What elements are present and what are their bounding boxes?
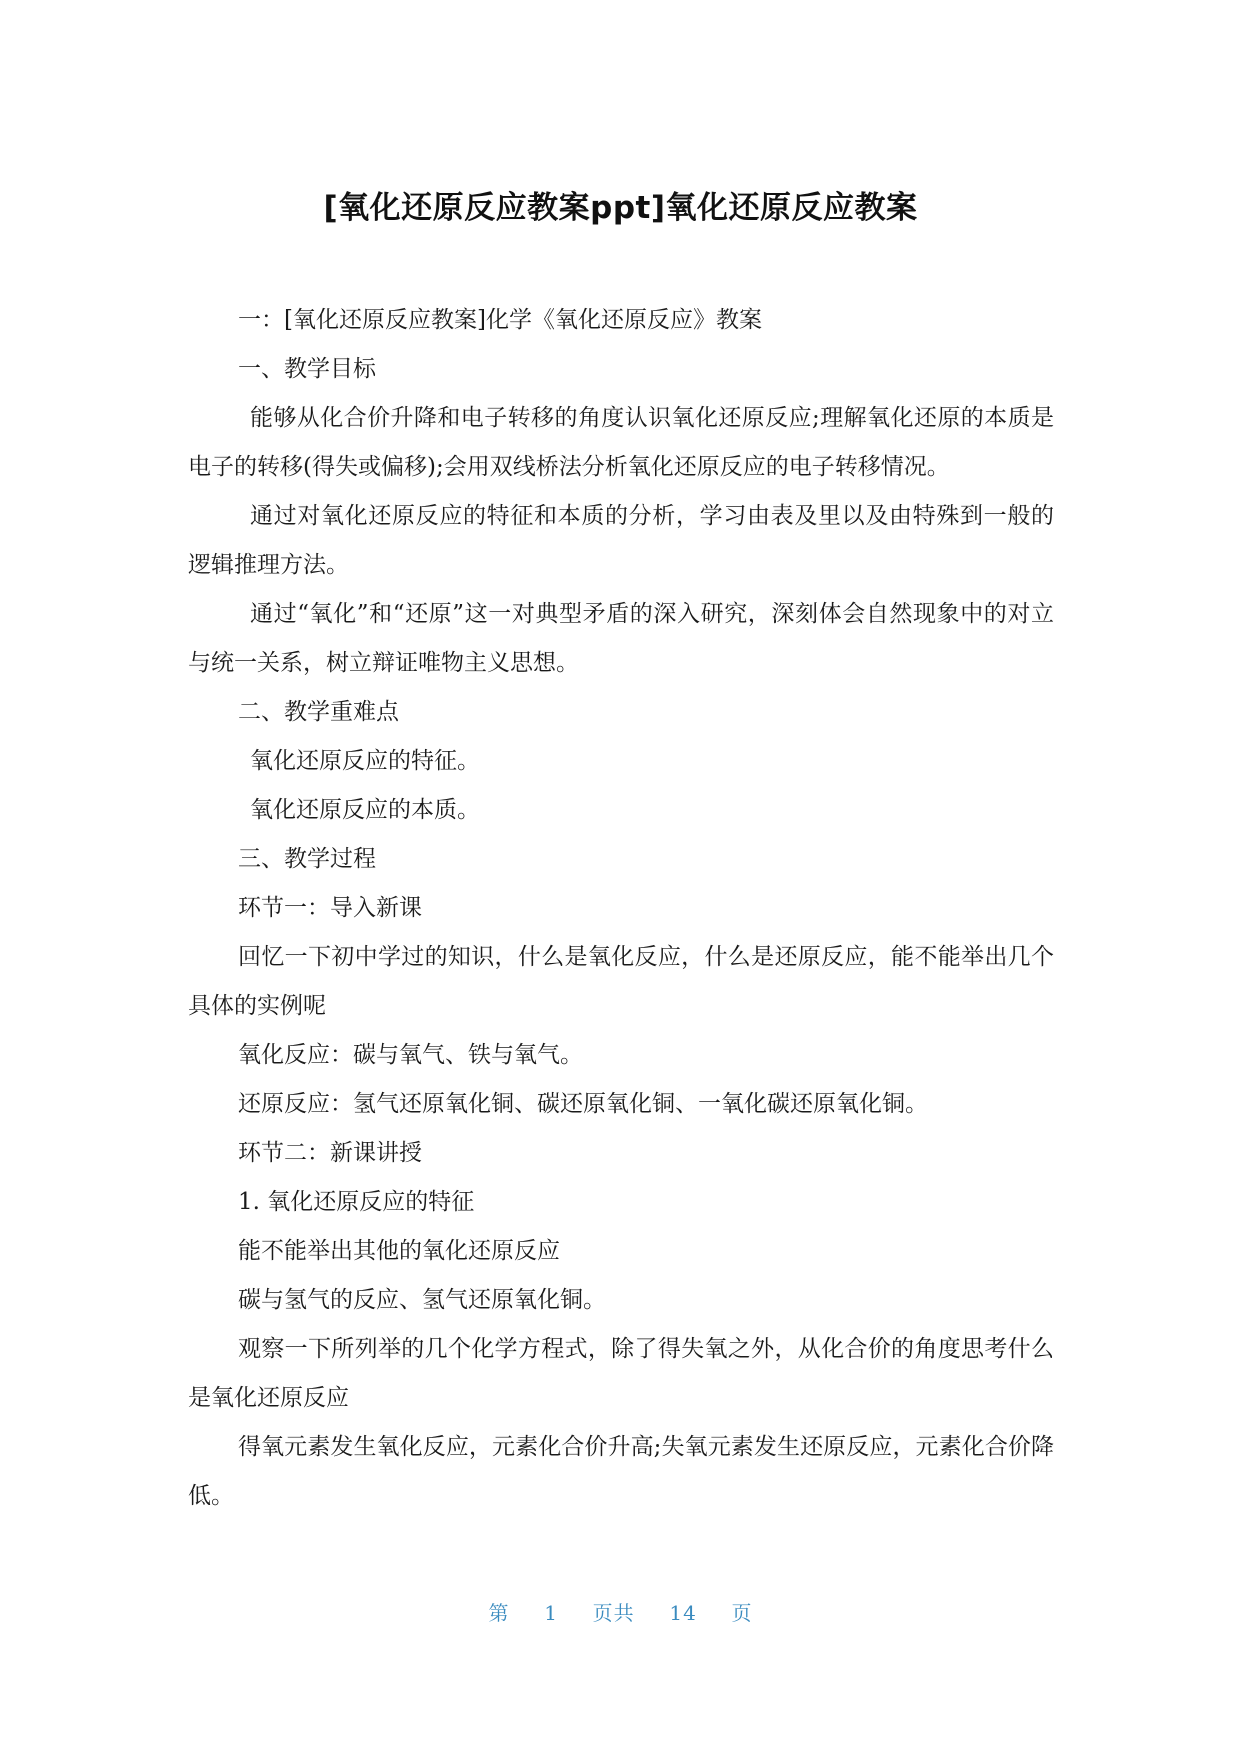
paragraph: 通过“氧化”和“还原”这一对典型矛盾的深入研究，深刻体会自然现象中的对立与统一关系，树立辩证唯物主义思想。 xyxy=(188,601,1054,676)
paragraph: 能够从化合价升降和电子转移的角度认识氧化还原反应;理解氧化还原的本质是电子的转移(得失或偏移);会用双线桥法分析氧化还原反应的电子转移情况。 xyxy=(188,405,1054,480)
document-title: [氧化还原反应教案ppt]氧化还原反应教案 xyxy=(323,190,918,226)
subsection-heading: 环节一：导入新课 xyxy=(238,895,422,921)
paragraph: 能不能举出其他的氧化还原反应 xyxy=(238,1238,560,1264)
paragraph: 氧化还原反应的本质。 xyxy=(250,797,480,823)
paragraph: 一：[氧化还原反应教案]化学《氧化还原反应》教案 xyxy=(238,307,762,333)
section-heading: 一、教学目标 xyxy=(238,356,376,382)
paragraph: 氧化反应：碳与氧气、铁与氧气。 xyxy=(238,1042,583,1068)
paragraph: 还原反应：氢气还原氧化铜、碳还原氧化铜、一氧化碳还原氧化铜。 xyxy=(238,1091,928,1117)
footer-suffix: 页 xyxy=(731,1601,753,1625)
paragraph: 通过对氧化还原反应的特征和本质的分析，学习由表及里以及由特殊到一般的逻辑推理方法。 xyxy=(188,503,1054,578)
section-heading: 二、教学重难点 xyxy=(238,699,399,725)
section-heading: 三、教学过程 xyxy=(238,846,376,872)
numbered-heading: 1. 氧化还原反应的特征 xyxy=(238,1189,475,1215)
total-page-count: 14 xyxy=(669,1601,697,1625)
document-body xyxy=(188,296,1054,1521)
page-number-footer xyxy=(0,1597,1241,1626)
paragraph: 观察一下所列举的几个化学方程式，除了得失氧之外，从化合价的角度思考什么是氧化还原反应 xyxy=(188,1336,1054,1411)
paragraph: 碳与氢气的反应、氢气还原氧化铜。 xyxy=(238,1287,606,1313)
paragraph: 回忆一下初中学过的知识，什么是氧化反应，什么是还原反应，能不能举出几个具体的实例呢 xyxy=(188,944,1054,1019)
paragraph: 得氧元素发生氧化反应，元素化合价升高;失氧元素发生还原反应，元素化合价降低。 xyxy=(188,1434,1054,1509)
footer-prefix: 第 xyxy=(488,1601,510,1625)
current-page-number: 1 xyxy=(544,1601,558,1625)
footer-middle: 页共 xyxy=(592,1601,635,1625)
subsection-heading: 环节二：新课讲授 xyxy=(238,1140,422,1166)
paragraph: 氧化还原反应的特征。 xyxy=(250,748,480,774)
